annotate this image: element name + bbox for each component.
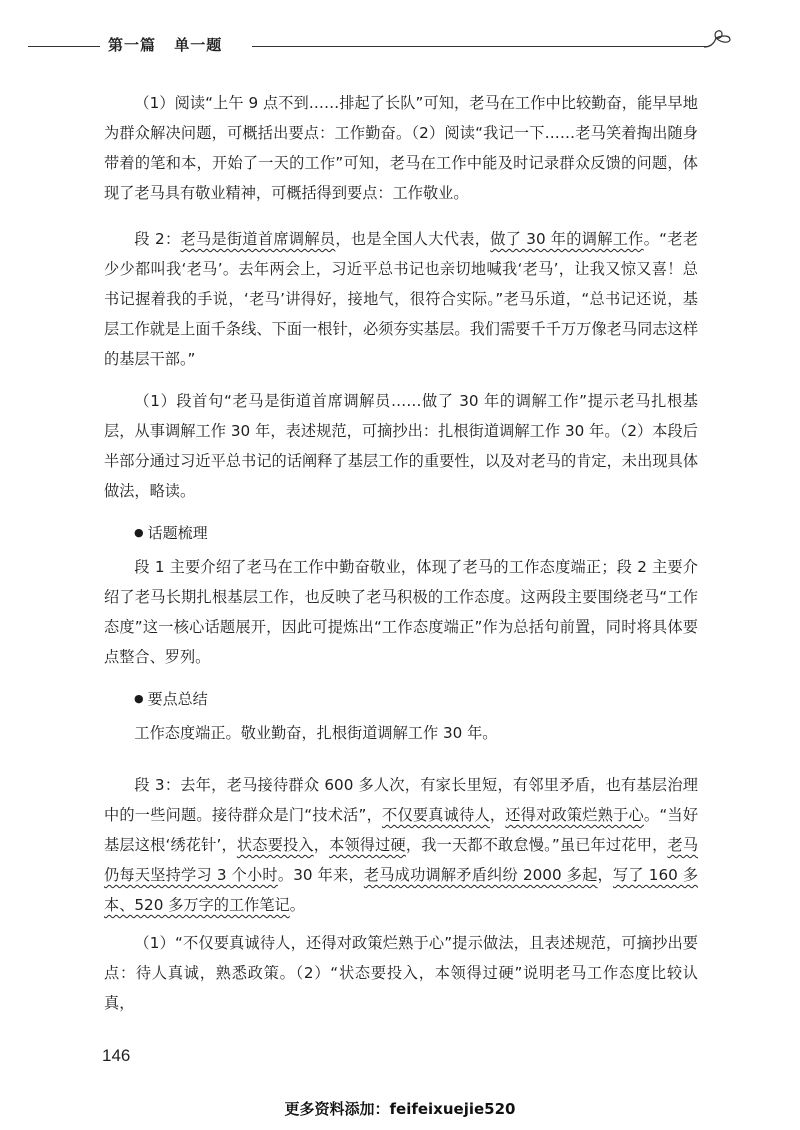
p6-underline-3: 状态要投入	[236, 836, 314, 854]
bullet-summary-label: 要点总结	[147, 690, 208, 708]
p6-underline-7: 写了 160 多本、520 多万字的工作笔记	[104, 866, 699, 914]
p6-text-2: ，	[489, 806, 506, 824]
p6-underline-4: 本领得过硬	[329, 836, 406, 854]
p2-label: 段 2：	[134, 230, 181, 248]
header-title	[108, 34, 234, 55]
header-chapter: 单一题	[174, 36, 223, 54]
bullet-topic	[104, 518, 698, 548]
header-part: 第一篇	[108, 36, 157, 54]
p6-text-4: ，	[313, 836, 330, 854]
p6-text-7: ，	[597, 866, 613, 884]
p6-underline-5: 老马仍每天坚持学习 3 个小时	[104, 836, 699, 884]
p6-underline-2: 还得对政策烂熟于心	[505, 806, 644, 824]
analysis-paragraph-2: （1）段首句“老马是街道首席调解员……做了 30 年的调解工作”提示老马扎根基层，从事调解工作 30 年，表述规范，可摘抄出：扎根街道调解工作 30 年。（2）本段后半部分通过习近平总书记的话阐释了基层工作的重要性，以及对老马的肯定，未出现具体做法，略读。	[104, 392, 698, 500]
header-rule-right	[252, 46, 708, 47]
source-paragraph-3	[104, 770, 698, 920]
footer-note: 更多资料添加：feifeixuejie520	[284, 1100, 516, 1118]
bullet-topic-label: 话题梳理	[147, 524, 208, 542]
p6-text-6: 。30 年来，	[277, 866, 364, 884]
p2-underline-1: 老马是街道首席调解员	[180, 230, 336, 248]
bullet-summary	[104, 684, 698, 714]
p6-text-5: ，我一天都不敢怠慢。”虽已年过花甲，	[405, 836, 668, 854]
p6-text-3: 。“当好基层这根‘绣花针’，	[104, 806, 699, 854]
topic-paragraph: 段 1 主要介绍了老马在工作中勤奋敬业，体现了老马的工作态度端正；段 2 主要介绍了老马长期扎根基层工作，也反映了老马积极的工作态度。这两段主要围绕老马“工作态度”这一核心话题展开，因此可提炼出“工作态度端正”作为总括句前置，同时将具体要点整合、罗列。	[104, 558, 698, 666]
bullet-dot-icon: ●	[134, 526, 144, 539]
p2-text-2: 。“老老少少都叫我‘老马’。去年两会上，习近平总书记也亲切地喊我‘老马’，让我又惊又喜！总书记握着我的手说，‘老马’讲得好，接地气，很符合实际。”老马乐道，“总书记还说，基层工作就是上面千条线、下面一根针，必须夯实基层。我们需要千千万万像老马同志这样的基层干部。”	[104, 230, 699, 368]
analysis-paragraph-3: （1）“不仅要真诚待人，还得对政策烂熟于心”提示做法，且表述规范，可摘抄出要点：待人真诚，熟悉政策。（2）“状态要投入，本领得过硬”说明老马工作态度比较认真，	[104, 934, 698, 1012]
p2-underline-2: 做了 30 年的调解工作	[490, 230, 644, 248]
bullet-dot-icon: ●	[134, 692, 144, 705]
p6-text-1: 段 3：去年，老马接待群众 600 多人次，有家长里短，有邻里矛盾，也有基层治理中的一些问题。接待群众是门“技术活”，	[104, 776, 698, 824]
running-header	[28, 28, 718, 58]
page-body	[104, 88, 698, 1018]
page-number: 146	[102, 1046, 131, 1065]
sprout-icon	[700, 28, 734, 58]
header-rule-left	[28, 46, 100, 47]
source-paragraph-2	[104, 224, 698, 374]
analysis-paragraph-1: （1）阅读“上午 9 点不到……排起了长队”可知，老马在工作中比较勤奋，能早早地为群众解决问题，可概括出要点：工作勤奋。（2）阅读“我记一下……老马笑着掏出随身带着的笔和本，开始了一天的工作”可知，老马在工作中能及时记录群众反馈的问题，体现了老马具有敬业精神，可概括得到要点：工作敬业。	[104, 94, 698, 202]
summary-paragraph: 工作态度端正。敬业勤奋，扎根街道调解工作 30 年。	[134, 724, 498, 742]
p2-text-1: ，也是全国人大代表，	[335, 230, 491, 248]
p6-underline-6: 老马成功调解矛盾纠纷 2000 多起	[363, 866, 598, 884]
p6-text-8: 。	[289, 896, 305, 914]
p6-underline-1: 不仅要真诚待人	[382, 806, 490, 824]
